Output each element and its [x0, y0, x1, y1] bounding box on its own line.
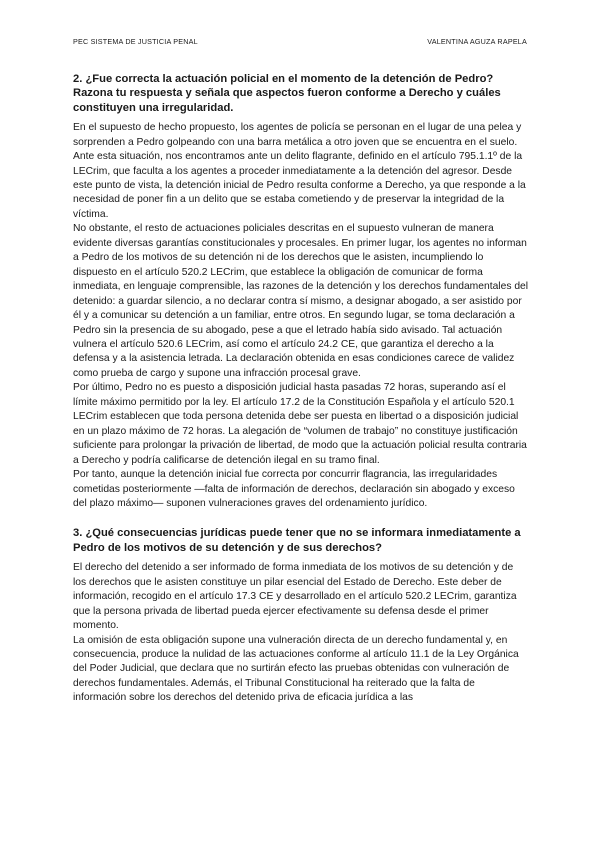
page-header	[73, 37, 527, 49]
paragraph: En el supuesto de hecho propuesto, los agentes de policía se personan en el lugar de una pelea y sorprenden a Pedro golpeando con una barra metálica a otro joven que se encuentra en el suelo. Ante esta situación, nos encontramos ante un delito flagrante, definido en el artículo 795.1.1º de la LECrim, que faculta a los agentes a proceder inmediatamente a la detención del agresor. Desde este punto de vista, la detención inicial de Pedro resulta conforme a Derecho, ya que responde a la necesidad de poner fin a un delito que se estaba cometiendo y de preservar la integridad de la víctima.	[73, 122, 526, 220]
question-heading: 3. ¿Qué consecuencias jurídicas puede tener que no se informara inmediatamente a Pedro de los motivos de su detención y de sus derechos?	[73, 527, 521, 554]
header-author-name: VALENTINA AGUZA RAPELA	[427, 37, 527, 46]
question-section-2	[73, 72, 529, 511]
question-heading: 2. ¿Fue correcta la actuación policial en el momento de la detención de Pedro? Razona tu respuesta y señala que aspectos fueron conforme a Derecho y cuáles constituyen una irregularidad.	[73, 73, 501, 114]
paragraph: No obstante, el resto de actuaciones policiales descritas en el supuesto vulneran de manera evidente diversas garantías constitucionales y procesales. En primer lugar, los agentes no informan a Pedro de los motivos de su detención ni de los derechos que le asisten, incumpliendo lo dispuesto en el artículo 520.2 LECrim, que establece la obligación de comunicar de forma inmediata, en lenguaje comprensible, las razones de la detención y los derechos fundamentales del detenido: a guardar silencio, a no declarar contra sí mismo, a designar abogado, a ser asistido por él y a comunicar su detención a un familiar, entre otros. En segundo lugar, se toma declaración a Pedro sin la presencia de su abogado, pese a que el letrado había sido avisado. Tal actuación vulnera el artículo 520.6 LECrim, así como el artículo 24.2 CE, que garantiza el derecho a la defensa y a la asistencia letrada. La declaración obtenida en esas condiciones carece de validez como prueba de cargo y supone una infracción procesal grave.	[73, 223, 529, 379]
header-course-title: PEC SISTEMA DE JUSTICIA PENAL	[73, 37, 198, 46]
paragraph: Por último, Pedro no es puesto a disposición judicial hasta pasadas 72 horas, superando así el límite máximo permitido por la ley. El artículo 17.2 de la Constitución Española y el artículo 520.1 LECrim establecen que toda persona detenida debe ser puesta en libertad o a disposición judicial en un plazo máximo de 72 horas. La alegación de “volumen de trabajo” no constituye justificación suficiente para prolongar la privación de libertad, de modo que la actuación policial resulta contraria a Derecho y podría calificarse de detención ilegal en su tramo final.	[73, 382, 527, 466]
question-section-3	[73, 526, 529, 705]
paragraph: La omisión de esta obligación supone una vulneración directa de un derecho fundamental y, en consecuencia, produce la nulidad de las actuaciones conforme al artículo 11.1 de la Ley Orgánica del Poder Judicial, que declara que no surtirán efecto las pruebas obtenidas con vulneración de derechos fundamentales. Además, el Tribunal Constitucional ha reiterado que la falta de información sobre los derechos del detenido priva de eficacia jurídica a las	[73, 634, 519, 704]
document-body	[73, 72, 529, 721]
paragraph: Por tanto, aunque la detención inicial fue correcta por concurrir flagrancia, las irregularidades cometidas posteriormente —falta de información de derechos, declaración sin abogado y exceso del plazo máximo— suponen vulneraciones graves del ordenamiento jurídico.	[73, 469, 515, 509]
paragraph: El derecho del detenido a ser informado de forma inmediata de los motivos de su detención y de los derechos que le asisten constituye un pilar esencial del Estado de Derecho. Este deber de información, recogido en el artículo 17.3 CE y desarrollado en el artículo 520.2 LECrim, garantiza que la persona privada de libertad pueda ejercer efectivamente su defensa desde el primer momento.	[73, 562, 517, 632]
